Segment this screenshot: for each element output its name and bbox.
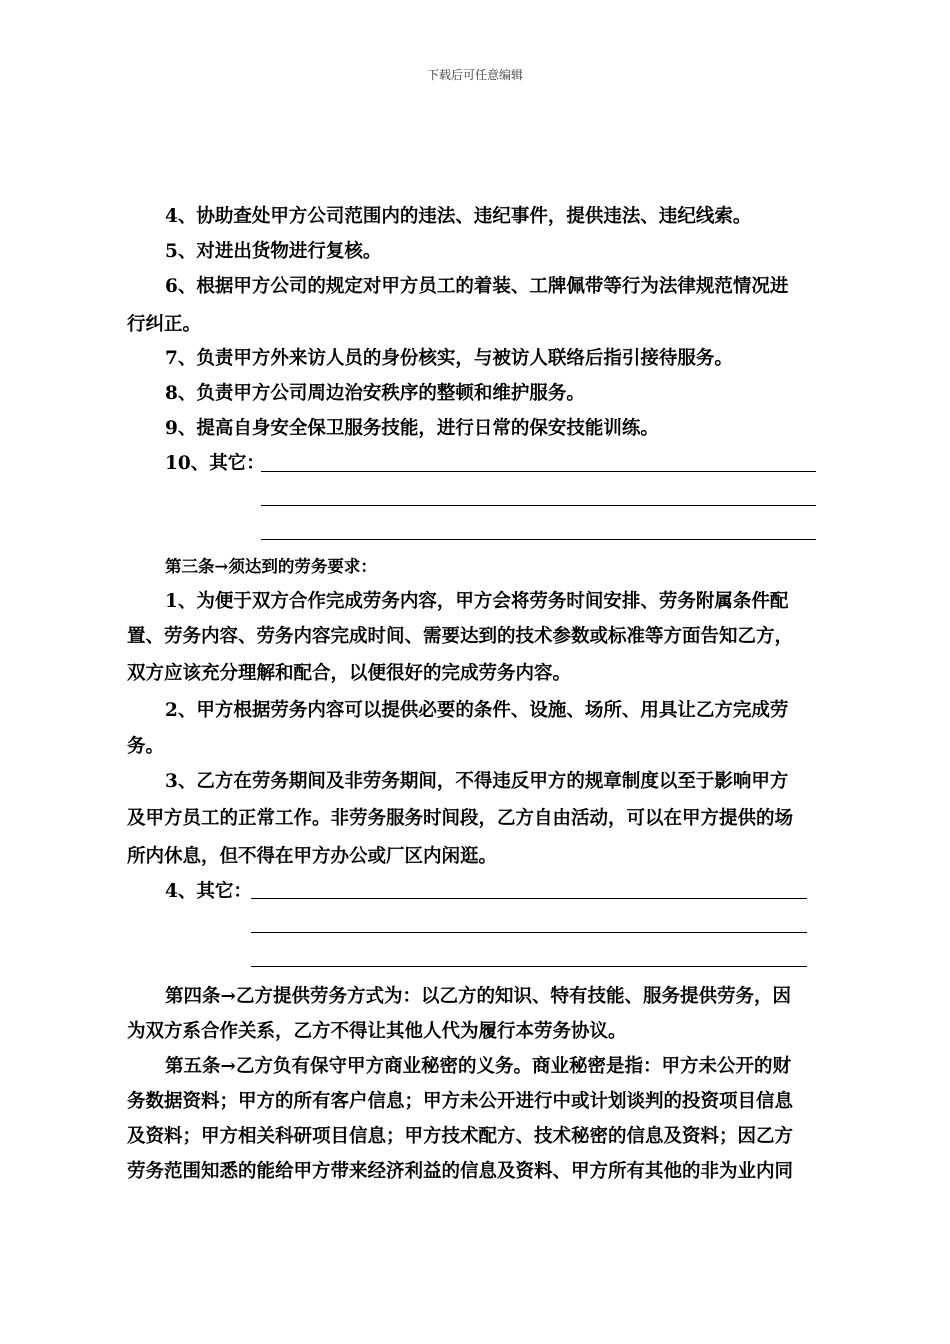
article-3-item-4: 4、其它：	[165, 881, 252, 902]
article-3-item-3-cont: 所内休息，但不得在甲方办公或厂区内闲逛。	[127, 846, 498, 867]
blank-line	[261, 471, 816, 472]
clause-item-6-cont: 行纠正。	[127, 314, 202, 335]
article-4: 第四条→乙方提供劳务方式为：以乙方的知识、特有技能、服务提供劳务，因	[165, 986, 792, 1007]
blank-line	[251, 898, 807, 899]
blank-line	[261, 505, 816, 506]
article-4-cont: 为双方系合作关系，乙方不得让其他人代为履行本劳务协议。	[127, 1021, 627, 1042]
blank-line	[251, 932, 807, 933]
blank-line	[251, 966, 807, 967]
clause-item-8: 8、负责甲方公司周边治安秩序的整顿和维护服务。	[165, 383, 585, 404]
clause-item-9: 9、提高自身安全保卫服务技能，进行日常的保安技能训练。	[165, 418, 659, 439]
page-header: 下载后可任意编辑	[426, 68, 523, 82]
article-5-cont: 务数据资料；甲方的所有客户信息；甲方未公开进行中或计划谈判的投资项目信息	[127, 1091, 794, 1112]
article-5: 第五条→乙方负有保守甲方商业秘密的义务。商业秘密是指：甲方未公开的财	[165, 1056, 792, 1077]
article-3-item-3-cont: 及甲方员工的正常工作。非劳务服务时间段，乙方自由活动，可以在甲方提供的场	[127, 808, 794, 829]
clause-item-10: 10、其它：	[165, 453, 265, 474]
article-3-heading: 第三条→须达到的劳务要求：	[165, 557, 377, 576]
clause-item-5: 5、对进出货物进行复核。	[165, 241, 382, 262]
article-3-item-1-cont: 置、劳务内容、劳务内容完成时间、需要达到的技术参数或标准等方面告知乙方，	[127, 626, 794, 647]
article-3-item-2: 2、甲方根据劳务内容可以提供必要的条件、设施、场所、用具让乙方完成劳	[165, 700, 789, 721]
clause-item-6: 6、根据甲方公司的规定对甲方员工的着装、工牌佩带等行为法律规范情况进	[165, 276, 789, 297]
clause-item-4: 4、协助查处甲方公司范围内的违法、违纪事件，提供违法、违纪线索。	[165, 206, 752, 227]
article-3-item-3: 3、乙方在劳务期间及非劳务期间，不得违反甲方的规章制度以至于影响甲方	[165, 771, 789, 792]
article-5-cont: 劳务范围知悉的能给甲方带来经济利益的信息及资料、甲方所有其他的非为业内同	[127, 1161, 794, 1182]
article-3-item-2-cont: 务。	[127, 736, 165, 757]
article-3-item-1: 1、为便于双方合作完成劳务内容，甲方会将劳务时间安排、劳务附属条件配	[165, 591, 789, 612]
article-3-item-1-cont: 双方应该充分理解和配合，以便很好的完成劳务内容。	[127, 663, 572, 684]
clause-item-7: 7、负责甲方外来访人员的身份核实，与被访人联络后指引接待服务。	[165, 348, 733, 369]
blank-line	[261, 539, 816, 540]
article-5-cont: 及资料；甲方相关科研项目信息；甲方技术配方、技术秘密的信息及资料；因乙方	[127, 1126, 794, 1147]
